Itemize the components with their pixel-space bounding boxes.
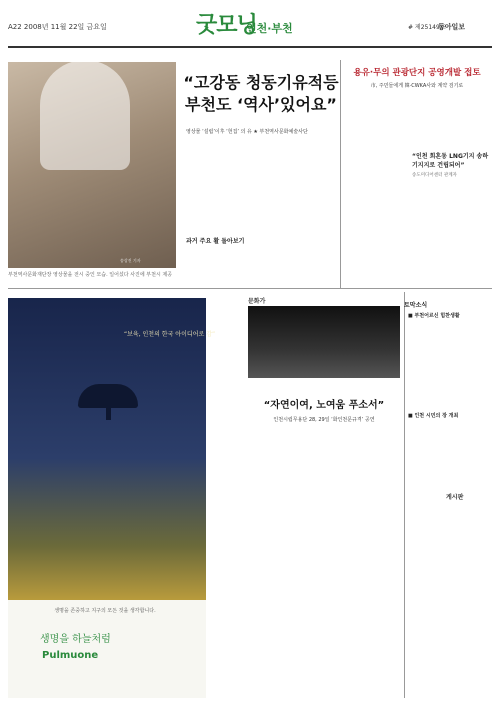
news-item: ■ 부천어르신 힘찬생활 (408, 313, 460, 319)
culture-section-head: 문화가 (248, 298, 266, 305)
ad-bottom-text: 생명을 존중하고 지구의 모든 것을 생각합니다. (54, 608, 156, 614)
culture-subtitle: 인천시립무용단 28, 29일 ‘화인천문규격’ 공연 (273, 417, 375, 423)
feature-photo-subject (40, 60, 130, 170)
ad-brand: Pulmuone (42, 650, 99, 661)
ad-top-text: “보육, 인천의 한국 아이디어로 감” (124, 331, 216, 338)
news-item: ■ 인천 시민의 장 개최 (408, 413, 459, 419)
right-article-head: “인천 회혼동 LNG기지 송하기지지로 건립되어” (412, 153, 489, 169)
column-divider (340, 60, 341, 288)
feature-headline-line2: 부천도 ‘역사’있어요” (185, 95, 337, 114)
photo-credit: 송상진 기자 (120, 258, 141, 263)
feature-headline-line1: “고강동 청동기유적등 (183, 73, 339, 92)
schedule-head: 게시판 (446, 494, 464, 501)
feature-subhead: 과거 주요 활 돌아보기 (186, 238, 245, 245)
culture-title: “자연이여, 노여움 푸소서” (263, 400, 385, 411)
ad-slogan: 생명을 하늘처럼 (40, 634, 111, 645)
paper-name: 동아일보 (438, 23, 466, 31)
section-logo: 굿모닝 (196, 13, 257, 38)
right-headline: 용유·무의 관광단지 공영개발 접토 (353, 68, 481, 78)
feature-caption: 부천역사문화재단장 영상물을 전시 중인 모습. 일어섰다 사진에 부천시 제공 (8, 272, 173, 278)
culture-photo (248, 306, 400, 378)
right-article-sub: 송도미디어센터 관계자 (412, 173, 457, 178)
ad-tree-canopy (78, 384, 138, 408)
feature-headline (182, 72, 340, 116)
feature-byline: 영상물 ‘설립’이후 ‘헌집’ 의 유 ★ 부천역사문화예술사단 (186, 129, 308, 135)
masthead (8, 8, 492, 48)
right-subhead: 市, 주민들에게 韓·CWKA사와 계약 검기로 (370, 83, 464, 89)
ad-tree-trunk (106, 406, 111, 420)
section-name: 인천·부천 (246, 22, 293, 35)
issue-number: # 제25149호 (408, 24, 446, 31)
page-label: A22 2008년 11월 22일 금요일 (8, 23, 107, 31)
news-box-head: 토막소식 (404, 302, 428, 309)
divider (8, 288, 492, 289)
column-divider (404, 292, 405, 698)
